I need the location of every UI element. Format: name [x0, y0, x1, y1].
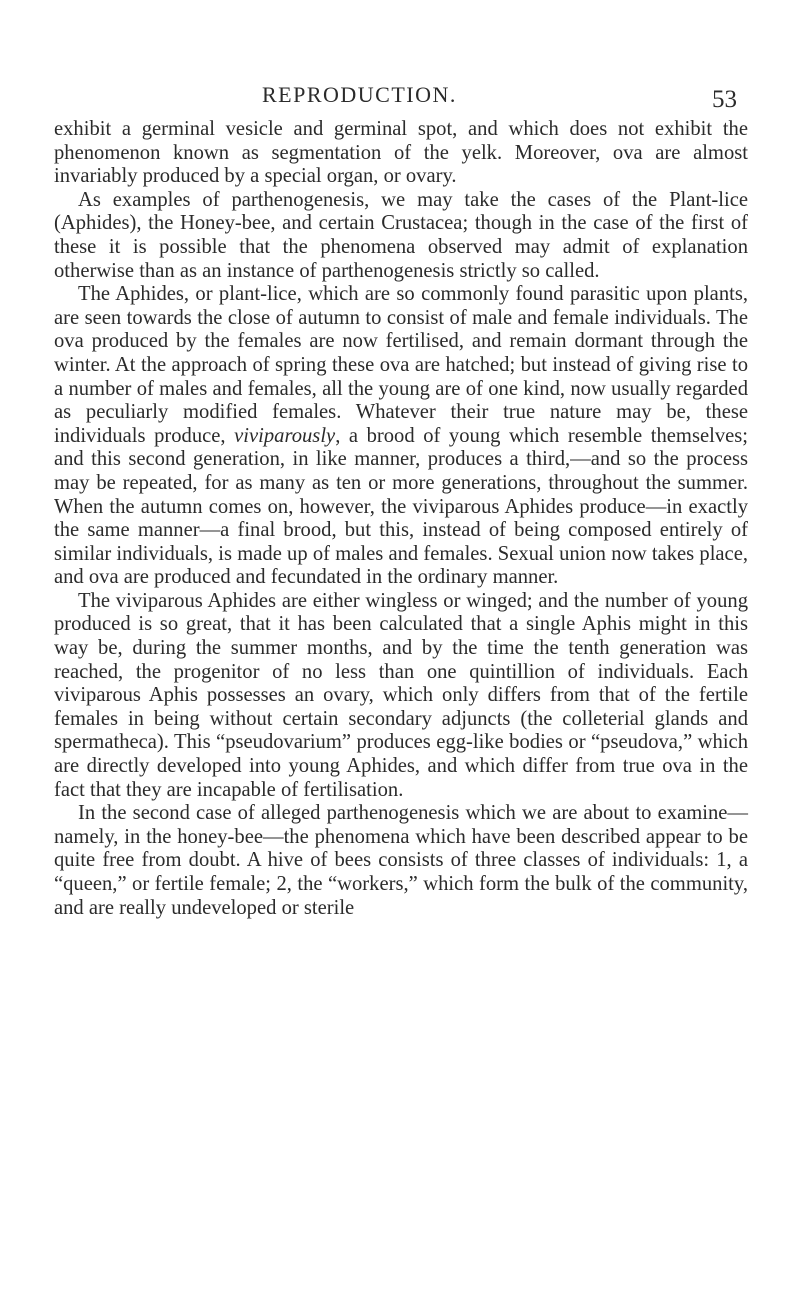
page-number: 53	[712, 86, 737, 113]
paragraph-examples: As examples of parthenogenesis, we may take the cases of the Plant-lice (Aphides), the Honey-bee, and certain Crustacea; though in the case of the first of these it is possible that the phenomena observed may admit of explanation otherwise than as an instance of parthenogenesis strictly so called.	[54, 188, 748, 282]
paragraph-honey-bee: In the second case of alleged parthenogenesis which we are about to examine—namely, in the honey-bee—the phenomena which have been described appear to be quite free from doubt. A hive of bees consists of three classes of individuals: 1, a “queen,” or fertile female; 2, the “workers,” which form the bulk of the community, and are really undeveloped or sterile	[54, 802, 748, 919]
aphides-text-before: The Aphides, or plant-lice, which are so commonly found parasitic upon plants, are seen towards the close of autumn to consist of male and female individuals. The ova produced by the females are now fertilised, and remain dormant through the winter. At the approach of spring these ova are hatched; but instead of giving rise to a number of males and females, all the young are of one kind, now usually regarded as peculiarly modified females. Whatever their true nature may be, these individuals produce,	[54, 283, 748, 447]
paragraph-viviparous: The viviparous Aphides are either wingless or winged; and the number of young produced is so great, that it has been calculated that a single Aphis might in this way be, during the summer months, and by the time the tenth generation was reached, the progenitor of no less than one quintillion of individuals. Each viviparous Aphis possesses an ovary, which only differs from that of the fertile females in being without certain secondary adjuncts (the colleterial glands and spermatheca). This “pseudovarium” produces egg-like bodies or “pseudova,” which are directly developed into young Aphides, and which differ from true ova in the fact that they are incapable of fertilisation.	[54, 589, 748, 801]
aphides-text-after: , a brood of young which resemble themselves; and this second generation, in like manner, produces a third,—and so the process may be repeated, for as many as ten or more generations, throughout the summer. When the autumn comes on, however, the viviparous Aphides produce—in exactly the same manner—a final brood, but this, instead of being composed entirely of similar individuals, is made up of males and females. Sexual union now takes place, and ova are produced and fecundated in the ordinary manner.	[54, 424, 748, 589]
running-head: REPRODUCTION.	[262, 82, 457, 107]
body-text	[54, 118, 748, 920]
paragraph-aphides	[54, 283, 748, 590]
emphasis-viviparously: viviparously	[234, 424, 336, 447]
paragraph-continuation: exhibit a germinal vesicle and germinal spot, and which does not exhibit the phenomenon known as segmentation of the yelk. Moreover, ova are almost invariably produced by a special organ, or ovary.	[54, 118, 748, 188]
